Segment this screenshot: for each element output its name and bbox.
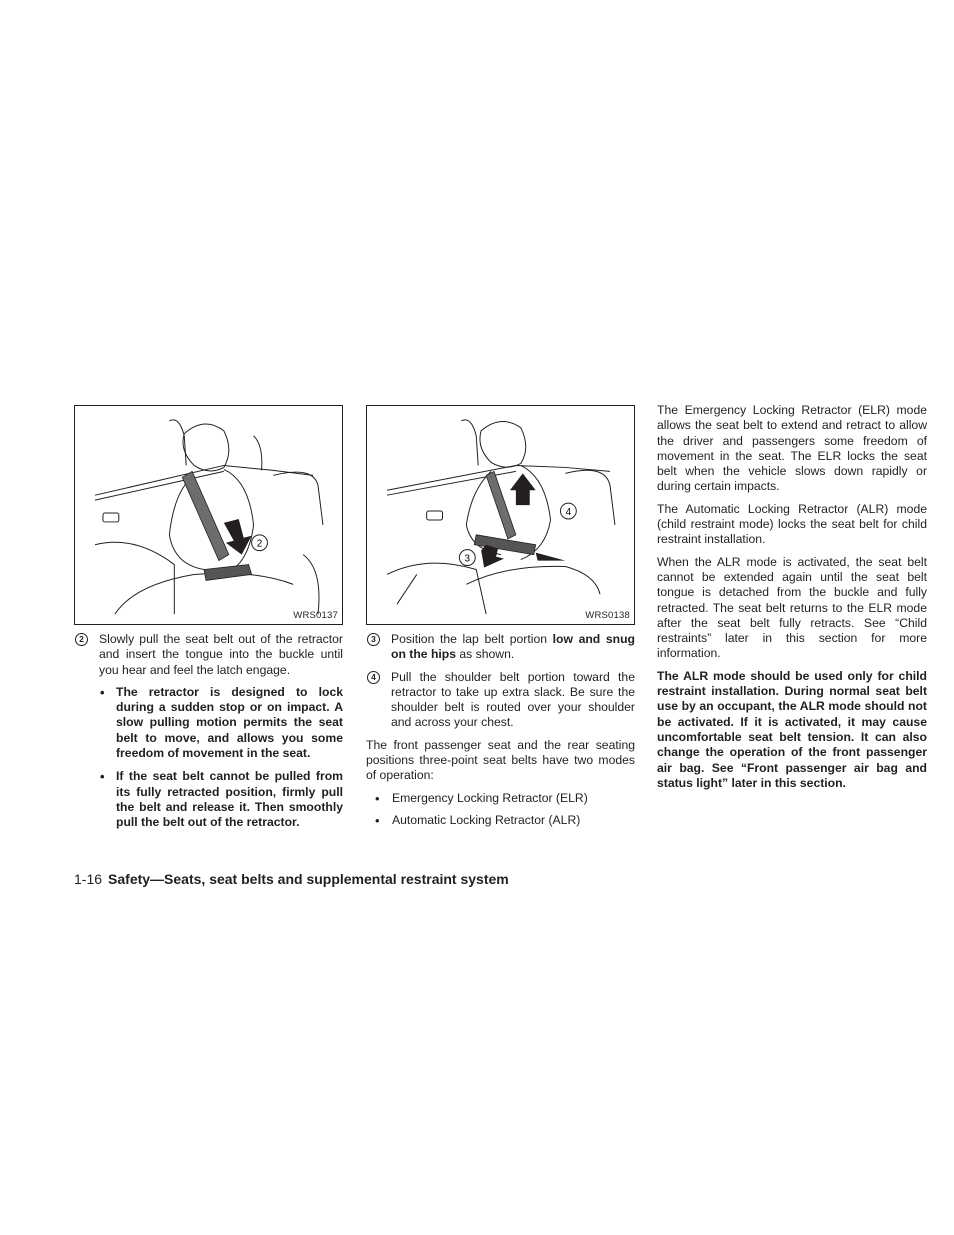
bullet-icon: • <box>100 684 105 700</box>
figure2-code: WRS0138 <box>585 610 630 621</box>
bullet-2-text: If the seat belt cannot be pulled from its fully retracted position, firmly pull the belt and release it. Then smoothly pull the belt out of the retractor. <box>116 769 343 830</box>
column-2 <box>366 632 635 828</box>
bullet-icon: • <box>100 769 105 785</box>
section-title: Safety—Seats, seat belts and supplemental restraint system <box>108 871 509 887</box>
bullet-icon: • <box>375 812 380 828</box>
seat-belt-illustration <box>75 406 342 624</box>
step-3 <box>366 632 635 663</box>
alr-activated-paragraph: When the ALR mode is activated, the seat belt cannot be extended again until the seat belt tongue is detached from the buckle and fully retracted. The seat belt returns to the ELR mode after the seat belt fully retracts. See “Child restraints” later in this section for more information. <box>657 554 927 661</box>
mode-item-alr <box>366 813 635 828</box>
step-4-text: Pull the shoulder belt portion toward the retractor to take up extra slack. Be sure the shoulder belt is routed over your shoulder and across your chest. <box>391 669 635 730</box>
column-1 <box>74 632 343 831</box>
step-4 <box>366 670 635 731</box>
mode-item-elr <box>366 791 635 806</box>
step-number-4: 4 <box>367 671 380 684</box>
bullet-1-text: The retractor is designed to lock during a sudden stop or on impact. A slow pulling motion permits the seat belt to move, and allows you some freedom of movement in the seat. <box>116 684 343 761</box>
figure1-callout-2: 2 <box>256 538 263 550</box>
figure-seat-belt-insert <box>74 405 343 625</box>
figure-lap-shoulder-belt <box>366 405 635 625</box>
page-footer <box>74 871 509 887</box>
step-3-text-b: as shown. <box>456 647 515 662</box>
page-number: 1-16 <box>74 871 103 887</box>
lap-belt-illustration <box>367 406 634 624</box>
step-3-text-a: Position the lap belt portion <box>391 632 553 646</box>
mode-elr-text: Emergency Locking Retractor (ELR) <box>392 790 588 805</box>
step-number-2: 2 <box>75 633 88 646</box>
mode-alr-text: Automatic Locking Retractor (ALR) <box>392 812 581 827</box>
figure1-code: WRS0137 <box>293 610 338 621</box>
figure2-callout-4: 4 <box>565 507 572 518</box>
step-3-text-bold: low and snug on the hips <box>391 632 635 662</box>
step-2-text: Slowly pull the seat belt out of the retractor and insert the tongue into the buckle until you hear and feel the latch engage. <box>99 632 343 677</box>
step-number-3: 3 <box>367 633 380 646</box>
elr-paragraph: The Emergency Locking Retractor (ELR) mode allows the seat belt to extend and retract to allow the driver and passengers some freedom of movement in the seat. The ELR locks the seat belt when the vehicle slows down rapidly or during certain impacts. <box>657 403 927 494</box>
alr-paragraph: The Automatic Locking Retractor (ALR) mode (child restraint mode) locks the seat belt for child restraint installation. <box>657 501 927 547</box>
bullet-cannot-pull <box>74 769 343 830</box>
modes-intro: The front passenger seat and the rear seating positions three-point seat belts have two modes of operation: <box>366 737 635 783</box>
column-3 <box>657 403 927 791</box>
bullet-retractor-lock <box>74 685 343 761</box>
bullet-icon: • <box>375 790 380 806</box>
alr-warning: The ALR mode should be used only for child restraint installation. During normal seat belt use by an occupant, the ALR mode should not be activated. If it is activated, it may cause uncomfortable seat belt tension. It can also change the operation of the front passenger air bag. See “Front passenger air bag and status light” later in this section. <box>657 668 927 790</box>
figure2-callout-3: 3 <box>464 553 471 565</box>
step-2 <box>74 632 343 678</box>
